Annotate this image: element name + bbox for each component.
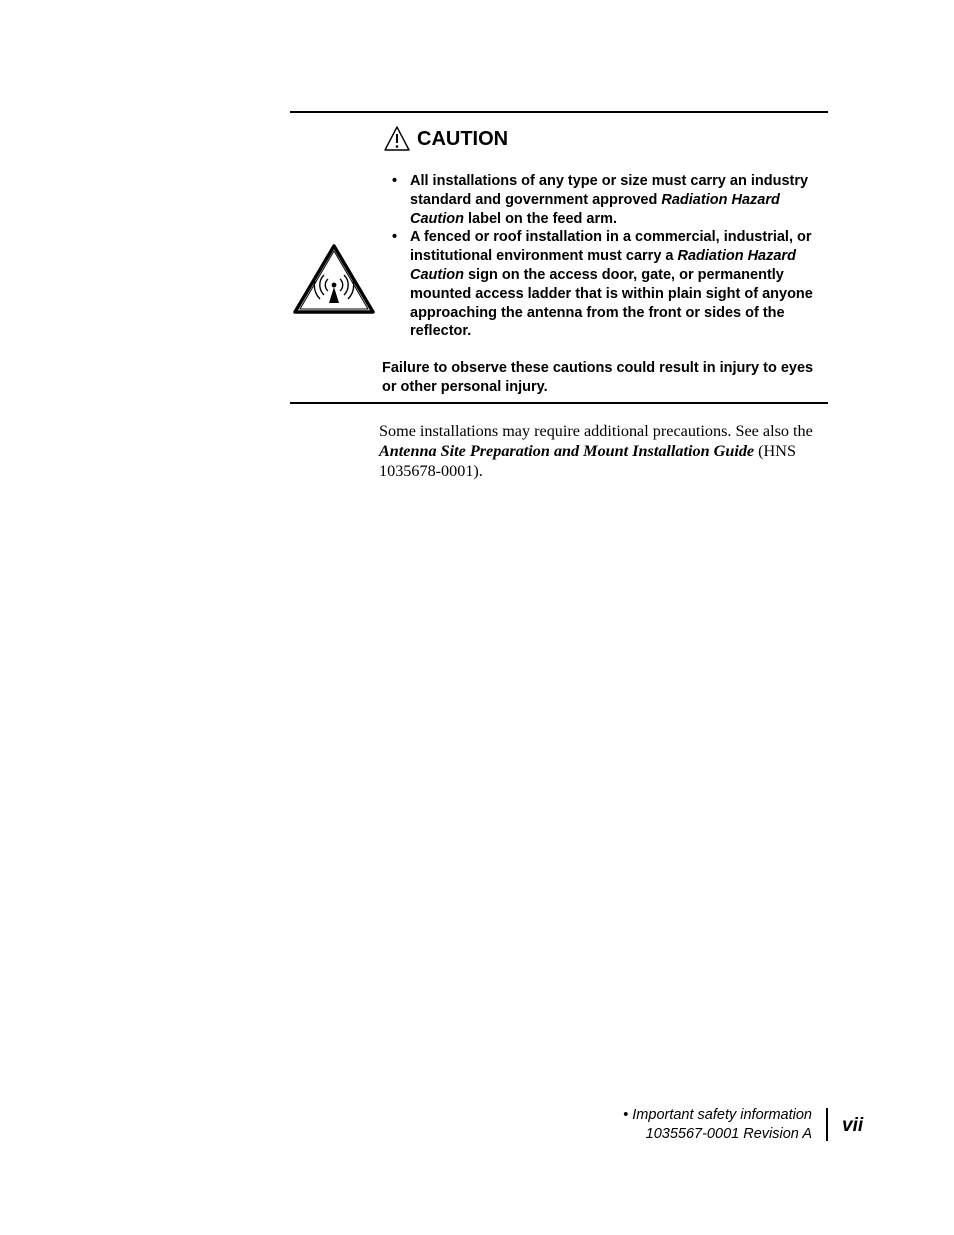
- guide-title: Antenna Site Preparation and Mount Installation Guide: [379, 442, 755, 460]
- caution-bullet-item: • All installations of any type or size must carry an industry standard and government approved Radiation Hazard Caution label on the feed arm.: [392, 172, 828, 228]
- page-number: vii: [842, 1115, 864, 1136]
- footer-divider: [826, 1108, 828, 1141]
- radiation-hazard-icon: [292, 243, 376, 315]
- caution-bottom-rule: [290, 402, 828, 404]
- warning-triangle-icon: [383, 125, 411, 153]
- caution-bullet-list: [392, 172, 828, 341]
- caution-header: [383, 122, 508, 156]
- footer-info: [623, 1106, 812, 1144]
- caution-bullet-item: • A fenced or roof installation in a commercial, industrial, or institutional environment must carry a Radiation Hazard Caution sign on the access door, gate, or permanently mounted access ladder that is within plain sight of anyone approaching the antenna from the front or sides of the reflector.: [392, 228, 828, 341]
- footer-docnum: 1035567-0001 Revision A: [645, 1126, 812, 1142]
- footer-section: • Important safety information: [623, 1107, 812, 1123]
- caution-failure-note: Failure to observe these cautions could result in injury to eyes or other personal injury.: [382, 360, 814, 395]
- caution-top-rule: [290, 111, 828, 113]
- body-paragraph: Some installations may require additional precautions. See also the Antenna Site Preparation and Mount Installation Guide (HNS 1035678-0001).: [379, 422, 813, 480]
- caution-title: CAUTION: [417, 128, 509, 150]
